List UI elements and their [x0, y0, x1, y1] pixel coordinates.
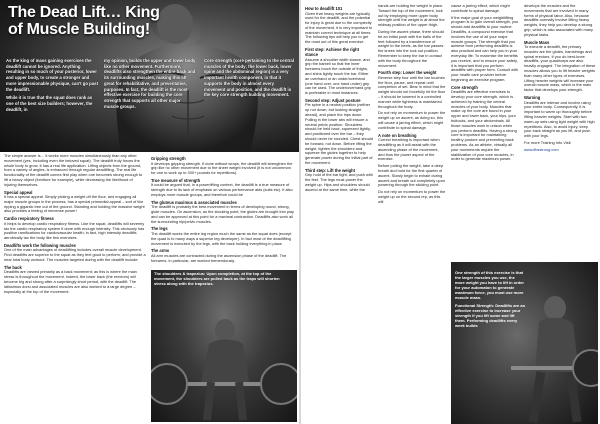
left-body-column-1: [4, 154, 146, 422]
body-paragraph: Assume a shoulder width stance, and grip the barbell so that the inner forearms touch the outside of thighs, and shins lightly touch the bar. Either an overhand or an under/overhand (one hand over, one hand under) grip can be used. The under/overhand grip is preferable in most instances.: [305, 56, 371, 96]
body-paragraph: To execute a deadlift, the primary muscles are the glutes, hamstrings and spinal erectors. If you do bent-knee deadlifts, your quadriceps are also heavily engaged. The integration of these muscles allows you to lift heavier weights than many other types of exercises. Lifting heavier weights will increase your overall muscle mass, which is the main factor that develops your strength.: [524, 44, 596, 93]
body-paragraph: hands are holding the weight in place. Toward the top of the movement, lock out by employing more upper body strength until the weight is at about the midway position of the upper thigh.: [378, 4, 445, 28]
body-paragraph: The simple answer is… it works more muscles simultaneously than any other movement (yes, including even the beloved squat). The deadlift truly forces the whole body to grow. It has a real life application. Lifting objects from the ground, from a variety of angles, is enhanced through regular deadlifting. The real life functionality of the deadlift comes first play when one becomes strong enough to lift a heavy object (furniture for example), while decreasing the likelihood of injuring themselves.: [4, 154, 143, 187]
body-paragraph: It helps to develop cardio respiratory fitness. Like the squat, deadlifts will severely tax the cardio respiratory system if done with enough intensity. This obviously has positive ramifications for cardiovascular health; in fact, high intensity deadlifts aerobically tax the body like few exercises.: [4, 220, 145, 241]
section-heading: Fourth step: Lower the weight: [378, 70, 437, 76]
body-paragraph: One of the main advantages of deadlifting includes overall muscle development. Find deadlifts are superior to the squat as they feel good to perform, and provide a near total body workout. The muscles targeted during with the deadlift include:: [4, 247, 146, 263]
intro-column-2: [104, 58, 196, 112]
section-heading: Gripping strength: [151, 156, 186, 161]
section-heading: First step: Achieve the right stance: [305, 47, 359, 58]
body-paragraph: During the ascent phase, there should be an initial push with the balls of the feet followed by a transference of weight to the heels, as the bar passes the knees into the lock out position. Remember to keep the bar in contact with the body throughout the movement.: [378, 28, 444, 68]
left-page: [0, 0, 299, 424]
section-heading: Second step: Adjust posture: [305, 97, 361, 103]
body-paragraph: Do not rely on momentum to power the weight up on the second rep, as this will: [378, 189, 446, 204]
intro-column-1: [6, 58, 98, 115]
body-paragraph: Do not rely on momentum to power the weight up on ascent, as doing so, this will cause a jarring effect, which might contribute to spinal damage.: [378, 110, 446, 130]
body-paragraph: The deadlift is probably the best movement in terms of developing round, strong, glute muscles. On ascension, as the stocking point, the glutes are brought into play and can be approved at this point for a maximal contraction. Deadlifts also work all the surrounding hip/pelvic muscles.: [151, 204, 294, 224]
section-heading: A note on breathing: [378, 132, 417, 138]
body-paragraph: Deadlifts are intense and involve using your entire body. Consequently, it is important to warm up thoroughly before lifting heavier weights. Start with two warm-up sets using light weight with high repetitions. Also, to avoid injury, keep your back straight as you lift, and push with your legs.: [524, 99, 595, 139]
section-heading: The back: [4, 264, 22, 270]
body-paragraph: Reverse step four until the bar touches the floor, pause, and repeat until completion of set. Bear in mind that the weight should not forcefully hit the floor – it should be lowered in a controlled manner while tightness is maintained throughout the body.: [378, 74, 446, 109]
section-heading: Third step: Lift the weight: [305, 167, 356, 173]
body-paragraph: Deadlifts are effective exercises to develop your core strength, which is achieved by training the central muscles of your body. Muscles that make up the core are found in your upper and lower back, your hips, your buttocks, and your abdominals. All those muscles work in unison when you perform deadlifts. Having a strong core is important for maintaining healthy posture and preventing back problems. As an athlete, virtually all your movements require the stabilization of your core muscles, in order to generate maximum power.: [451, 89, 517, 162]
right-page: [301, 0, 600, 424]
website-link[interactable]: www.ifbsstrong.com: [524, 146, 559, 152]
intro-paragraph: my opinion, builds the upper and lower body like no other movement. Furthermore, deadlifts also strengthen the entire back and its surrounding muscles, making this lift great for rehabilitative, and preventative, purposes. In fact, the deadlift is the most effective exercise for building the core strength that supports all other major muscle groups.: [104, 58, 196, 109]
section-heading: Cardio respiratory fitness: [4, 216, 54, 222]
body-paragraph: Grip hold of the bar tight, and push with the feet. The legs must power the weight up. Hips and shoulders should ascend at the same time, while the: [305, 172, 373, 192]
caption-paragraph: One strength of this exercise is that the larger muscles you use, the more weight you have to lift in order for your automaton to generate maximum force, you must use more muscle mass.: [455, 270, 524, 300]
section-heading: Special appeal: [4, 189, 33, 195]
body-paragraph: Deadlifts are viewed primarily as a back movement; as this is where the main stress is throughout the movement. Indeed, the lower back (the erectors) will become big and strong after a surprisingly short period, with the deadlift. The latissimus dorsi and associated muscles are also worked to a large degree – especially at the top of the movement.: [4, 269, 137, 294]
section-heading: True measure of strength: [151, 177, 201, 183]
hero-photo: [0, 0, 299, 152]
body-paragraph: If the major goal of your weightlifting program is to gain overall strength, you should add deadlifts to your routine. Deadlifts, a compound exercise that involves the use of all your major muscle groups. The strength that you achieve from performing deadlifts is also practical and can help you in your everyday life. To maximise the benefits you receive, and to ensure your safety, it is important that you perform deadlifts with proper form. Consult with your health care provider before beginning an exercise program.: [451, 14, 519, 82]
photo-caption: The shoulders & trapezius: Upon completion, at the top of the movement, the shoulders are pulled back as the traps will shorten stress along with the trapezius.: [154, 271, 280, 286]
body-paragraph: It has a special appeal. Simply picking a weight off the floor, and engaging all major muscle groups in the process, has a special primordial appeal – sort of like ripping a gigantic tree out of the ground. Standing and holding the massive weight also provides a feeling of immense power!: [4, 194, 145, 214]
intro-paragraph: While it is true that the squat does rank as one of the best size builders; however, the deadlift, in: [6, 95, 93, 112]
section-heading: How to deadlift 101: [305, 6, 343, 11]
section-heading: The gluteus maximus & associated muscles: [151, 199, 237, 205]
body-paragraph: Given that heavy weights are typically used for the deadlift, and the potential for injury is great due to the complexity of the movement, it is very important to maintain correct technique at all times. The following tips will help you to get the most out of this great exercise.: [305, 10, 373, 45]
section-heading: Deadlifts work the following muscles: [4, 242, 76, 248]
caption-paragraph: Functional Strength: Deadlifts are an effective exercise to increase your strength if you lift some and lift them. Performing deadlifts every week builds: [455, 303, 526, 328]
lifter-illustration: [151, 270, 297, 422]
body-paragraph: develops the muscles and the movements that are involved in many forms of physical labor. Also, because deadlifts normally involve lifting heavy weights, they help you develop a strong grip, which is also associated with many physical tasks.: [524, 4, 593, 37]
body-paragraph: All arm muscles are contracted during the ascension phase of the deadlift. The forearms, in particular, are worked tremendously.: [151, 252, 287, 263]
intro-column-3: [204, 58, 296, 101]
body-paragraph: cause a jarring effect, which might contribute to spinal damage.: [451, 4, 510, 13]
intro-paragraph: As the king of mass gaining exercises the deadlift cannot be ignored. Anything resulting in so much of your posterior, lower and upper body, to create a stronger and more impressionable physique, can't go past the deadlift.: [6, 58, 98, 92]
section-heading: Core strength: [451, 84, 478, 90]
body-paragraph: Correct breathing is important when deadlifting as it will assist with the ascending phase of the movement, and thus the power aspect of the exercise.: [378, 137, 440, 162]
body-paragraph: For more Training Info Visit: [524, 139, 571, 145]
section-heading: The legs: [151, 226, 168, 232]
section-heading: The arms: [151, 248, 170, 254]
body-paragraph: The deadlift works the entire leg region much the same as the squat does (except the quad is to many ways a superior leg developer). In fact most of the deadlifting movement is executed by the legs, with the back holding everything in place.: [151, 230, 292, 246]
article-title: The Dead Lift… King of Muscle Building!: [8, 4, 160, 38]
intro-paragraph: Core strength (core pertaining to the central muscles of the body; the lower back, lower spine and the abdominal region) is a very important health component, in that it supports the body in almost every movement and position, and the deadlift is the key core strength building movement.: [204, 58, 295, 98]
training-photo: [451, 262, 598, 424]
right-column-3-text: [451, 4, 519, 262]
deadlift-photo: [151, 270, 297, 422]
section-heading: Muscle Mass: [524, 39, 550, 45]
right-body-column-2: [378, 4, 446, 422]
left-body-column-2: [151, 154, 295, 267]
body-paragraph: Before pulling the weight, take a deep breath and hold for the first quarter of ascent. Slowly begin to exhale during ascent and breath out completely upon powering through the sticking point.: [378, 163, 446, 188]
right-body-column-1: [305, 4, 373, 422]
section-heading: Warning: [524, 95, 541, 101]
body-paragraph: It develops gripping strength. If done without wraps, the deadlift will strengthen the grip like no other movement due to the sheer weight involved (it is not uncommon for one to work up to 300+ pounds for repetitions).: [151, 160, 293, 176]
right-column-4-text: [524, 4, 596, 252]
body-paragraph: Pie spine in a neutral position (neither up nor down, but looking straight ahead), and place the hips down. Pulling in the lower abs will ensure a neutral pelvic position. Shoulders should be held back, squeezed tightly, and positioned over the bar – they should never be rounded. Chest should be forward, not down. Before lifting the weight, tighten the shoulders and squeeze the glutes together to help generate power during the initial part of the movement.: [305, 102, 373, 166]
body-paragraph: It could be argued that, in a powerlifting context, the deadlift is a true measure of strength due to its lack of emphasis on various performance aids (suits etc). It also employs more muscle groups, and therefore could be: [151, 182, 293, 197]
photo-caption: [455, 270, 525, 331]
